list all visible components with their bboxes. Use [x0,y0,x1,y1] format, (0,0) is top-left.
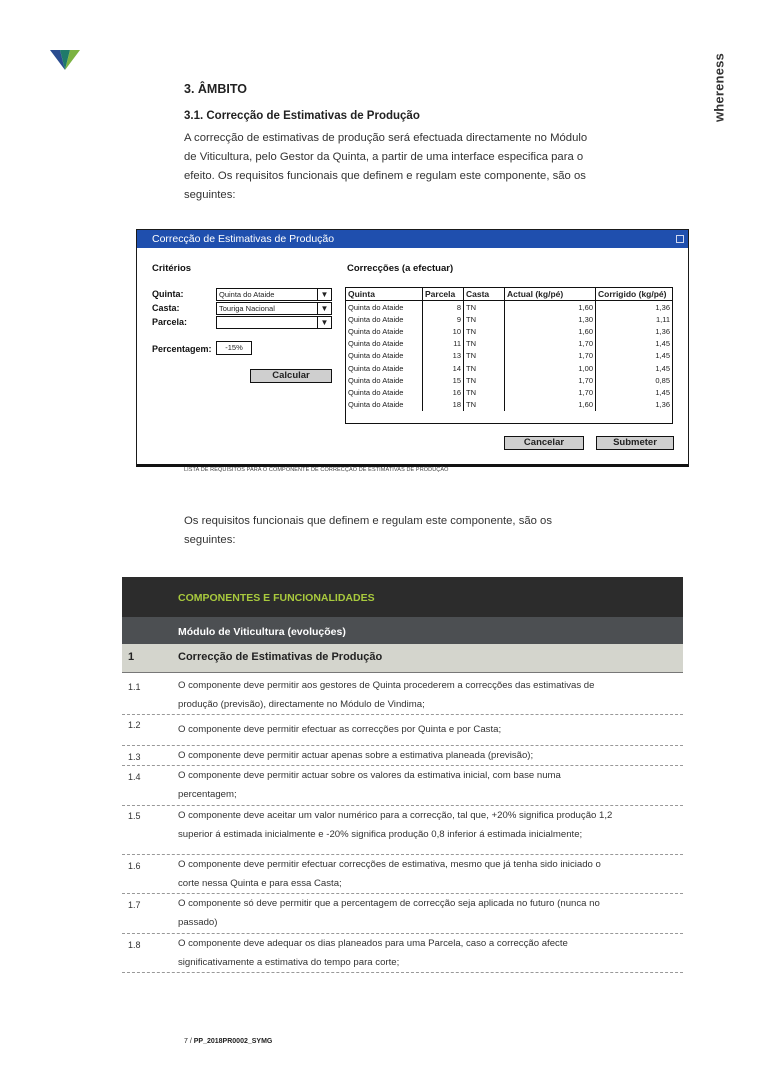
grid-cell: Quinta do Ataide [346,386,423,398]
grid-cell: Quinta do Ataide [346,325,423,337]
grid-cell: 10 [423,325,464,337]
paragraph-line: seguintes: [184,534,236,546]
requirement-line: passado) [178,917,218,928]
requirement-line: produção (previsão), directamente no Módulo de Vindima; [178,699,425,710]
grid-cell: TN [464,374,505,386]
paragraph-line: Os requisitos funcionais que definem e regulam este componente, são os [184,515,552,527]
window-titlebar [137,230,688,248]
grid-cell: 18 [423,399,464,411]
grid-cell: 1,45 [655,387,670,397]
requirement-row [122,675,683,715]
requirement-row [122,854,683,894]
requirement-number: 1.6 [128,861,141,871]
column-header: Casta [464,288,505,301]
quinta-label: Quinta: [152,289,184,299]
requirement-row [122,745,683,766]
requirement-line: percentagem; [178,789,237,800]
grid-cell: 1,60 [505,399,596,411]
corrections-grid [345,287,673,424]
requirement-text [178,720,673,739]
group-title: Correcção de Estimativas de Produção [178,651,383,663]
requirement-text [178,676,673,714]
requirement-number: 1.1 [128,682,141,692]
grid-cell: 8 [423,301,464,314]
intro-paragraph [184,129,654,205]
requirement-row [122,893,683,934]
grid-cell: 1,36 [655,302,670,312]
requirement-row [122,805,683,855]
requirement-line: O componente deve aceitar um valor numérico para a correcção, tal que, +20% significa produção 1,2 [178,810,613,821]
requirement-text [178,934,673,972]
grid-cell: Quinta do Ataide [346,338,423,350]
requirement-row [122,714,683,746]
requirement-line: O componente deve permitir actuar apenas sobre a estimativa planeada (previsão); [178,750,534,761]
requirement-line: O componente deve permitir efectuar as correcções por Quinta e por Casta; [178,724,502,735]
grid-cell: TN [464,386,505,398]
requirement-number: 1.4 [128,772,141,782]
grid-cell: 1,70 [505,338,596,350]
requirement-number: 1.5 [128,811,141,821]
grid-cell: 14 [423,362,464,374]
grid-row [346,350,672,362]
requirement-text [178,746,673,765]
brand-wordmark: whereness [711,53,727,123]
requirement-line: O componente deve adequar os dias planeados para uma Parcela, caso a correcção afecte [178,938,568,949]
grid-cell: 13 [423,350,464,362]
grid-cell: TN [464,301,505,314]
requirement-line: corte nessa Quinta e para essa Casta; [178,878,342,889]
grid-cell: 1,11 [655,314,670,324]
quinta-select[interactable]: Quinta do Ataide ▼ [216,288,332,301]
requirement-text [178,766,673,804]
requirement-line: O componente deve permitir efectuar correcções de estimativa, mesmo que já tenha sido iniciado o [178,859,601,870]
grid-row [346,325,672,337]
column-header: Parcela [423,288,464,301]
grid-cell: TN [464,338,505,350]
group-number: 1 [128,651,135,663]
grid-cell: 1,60 [505,325,596,337]
intro-line: seguintes: [184,189,236,201]
grid-cell: 1,70 [505,386,596,398]
column-header: Quinta [346,288,423,301]
grid-row [346,374,672,386]
grid-cell: 1,45 [655,363,670,373]
window-maximize-icon[interactable] [676,235,684,243]
requirements-header: COMPONENTES E FUNCIONALIDADES [122,577,683,617]
company-logo-icon [50,50,80,70]
module-header: Módulo de Viticultura (evoluções) [122,617,683,644]
grid-cell: 9 [423,313,464,325]
grid-cell: 1,70 [505,374,596,386]
requirement-number: 1.2 [128,720,141,730]
grid-cell: 16 [423,386,464,398]
corrections-heading: Correcções (a efectuar) [347,263,454,274]
percent-label: Percentagem: [152,344,212,354]
intro-line: efeito. Os requisitos funcionais que definem e regulam este componente, são os [184,170,586,182]
grid-cell: TN [464,362,505,374]
grid-header-row [346,288,672,301]
requirement-line: O componente só deve permitir que a percentagem de correcção seja aplicada no futuro (nunca no [178,898,600,909]
column-header: Corrigido (kg/pé) [596,288,673,301]
document-code: PP_2018PR0002_SYMG [193,1038,273,1045]
submit-button[interactable]: Submeter [596,436,674,450]
grid-cell: 1,45 [655,339,670,349]
grid-cell: Quinta do Ataide [346,301,423,314]
grid-cell: 0,85 [655,375,670,385]
grid-cell: 1,60 [505,301,596,314]
parcela-select[interactable] [216,316,332,329]
grid-cell: Quinta do Ataide [346,374,423,386]
grid-row [346,338,672,350]
grid-cell: 1,70 [505,350,596,362]
requirement-line: significativamente a estimativa do tempo para corte; [178,957,400,968]
grid-row [346,386,672,398]
requirement-line: O componente deve permitir aos gestores de Quinta procederem a correcções das estimativas de [178,680,595,691]
cancel-button[interactable]: Cancelar [504,436,584,450]
grid-cell: TN [464,325,505,337]
requirement-number: 1.3 [128,752,141,762]
grid-cell: Quinta do Ataide [346,362,423,374]
intro-line: A correcção de estimativas de produção será efectuada directamente no Módulo [184,132,588,144]
grid-cell: Quinta do Ataide [346,313,423,325]
grid-cell: TN [464,350,505,362]
section-subtitle: 3.1. Correcção de Estimativas de Produção [184,110,420,122]
requirement-line: O componente deve permitir actuar sobre os valores da estimativa inicial, com base numa [178,770,561,781]
grid-cell: Quinta do Ataide [346,399,423,411]
requirement-text [178,806,673,844]
page-number: 7 [184,1038,188,1045]
parcela-label: Parcela: [152,317,188,327]
requirement-text [178,894,673,932]
grid-row [346,313,672,325]
requirement-number: 1.7 [128,900,141,910]
figure-caption: LISTA DE REQUISITOS PARA O COMPONENTE DE CORRECÇÃO DE ESTIMATIVAS DE PRODUÇÃO [184,467,449,473]
percent-input[interactable]: -15% [216,341,252,355]
section-title: 3. ÂMBITO [184,82,247,96]
grid-cell: TN [464,399,505,411]
grid-cell: Quinta do Ataide [346,350,423,362]
requirement-number: 1.8 [128,940,141,950]
grid-cell: 1,36 [655,400,670,410]
group-header [122,644,683,673]
grid-cell: 15 [423,374,464,386]
grid-row [346,301,672,314]
dropdown-arrow-icon: ▼ [317,289,331,300]
requirement-line: superior á estimada inicialmente e -20% significa produção 0,8 inferior á estimada inicialmente; [178,829,583,840]
casta-select[interactable]: Touriga Nacional ▼ [216,302,332,315]
grid-cell: 1,30 [505,313,596,325]
dropdown-arrow-icon: ▼ [317,303,331,314]
intro-line: de Viticultura, pelo Gestor da Quinta, a partir de uma interface especifica para o [184,151,584,163]
grid-cell: 1,00 [505,362,596,374]
requirement-row [122,765,683,806]
column-header: Actual (kg/pé) [505,288,596,301]
dropdown-arrow-icon: ▼ [317,317,331,328]
requirement-row [122,933,683,973]
window-title: Correcção de Estimativas de Produção [152,233,335,245]
requirement-text [178,855,673,893]
grid-cell: 1,45 [655,351,670,361]
grid-cell: TN [464,313,505,325]
grid-cell: 11 [423,338,464,350]
second-paragraph [184,512,654,550]
grid-cell: 1,36 [655,326,670,336]
calculate-button[interactable]: Calcular [250,369,332,383]
grid-row [346,362,672,374]
casta-label: Casta: [152,303,180,313]
page-footer: 7 / PP_2018PR0002_SYMG [184,1038,273,1045]
grid-row [346,399,672,411]
criteria-heading: Critérios [152,263,192,274]
